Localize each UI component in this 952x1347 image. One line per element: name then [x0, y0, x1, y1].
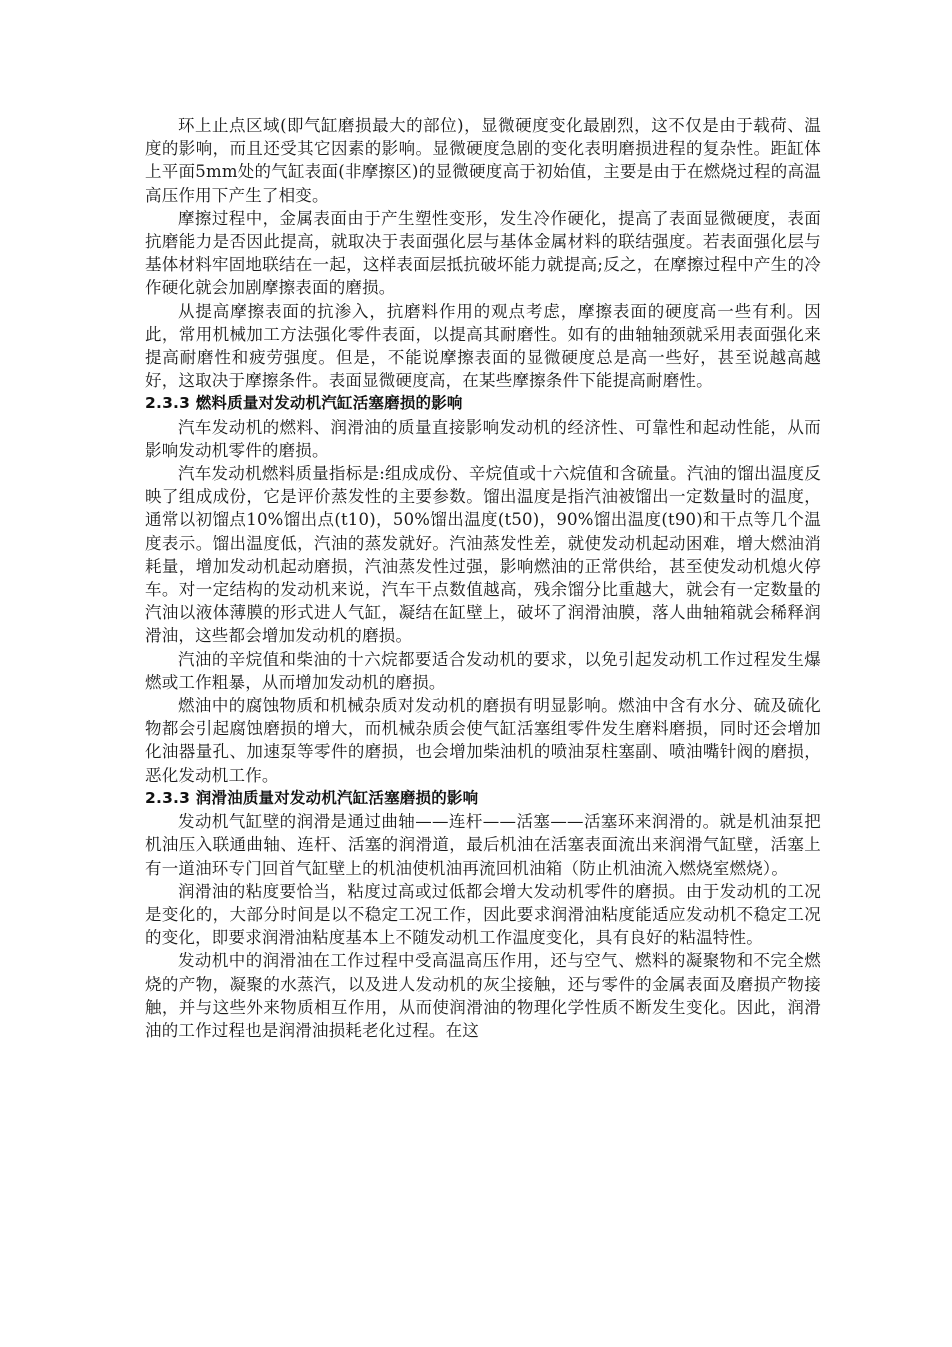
section-heading: 2.3.3 燃料质量对发动机汽缸活塞磨损的影响 [145, 394, 463, 413]
paragraph: 环上止点区域(即气缸磨损最大的部位)，显微硬度变化最剧烈，这不仅是由于载荷、温度的影响，而且还受其它因素的影响。显微硬度急剧的变化表明磨损进程的复杂性。距缸体上平面5mm处的气缸表面(非摩擦区)的显微硬度高于初始值，主要是由于在燃烧过程的高温高压作用下产生了相变。 [145, 116, 821, 205]
paragraph: 汽油的辛烷值和柴油的十六烷都要适合发动机的要求，以免引起发动机工作过程发生爆燃或工作粗暴，从而增加发动机的磨损。 [145, 649, 821, 692]
document-page [145, 114, 821, 1042]
section-heading: 2.3.3 润滑油质量对发动机汽缸活塞磨损的影响 [145, 788, 479, 807]
paragraph: 发动机中的润滑油在工作过程中受高温高压作用，还与空气、燃料的凝聚物和不完全燃烧的产物，凝聚的水蒸汽，以及进人发动机的灰尘接触，还与零件的金属表面及磨损产物接触，并与这些外来物质相互作用，从而使润滑油的物理化学性质不断发生变化。因此，润滑油的工作过程也是润滑油损耗老化过程。在这 [145, 951, 821, 1040]
paragraph: 汽车发动机的燃料、润滑油的质量直接影响发动机的经济性、可靠性和起动性能，从而影响发动机零件的磨损。 [145, 417, 821, 460]
paragraph: 燃油中的腐蚀物质和机械杂质对发动机的磨损有明显影响。燃油中含有水分、硫及硫化物都会引起腐蚀磨损的增大，而机械杂质会使气缸活塞组零件发生磨料磨损，同时还会增加化油器量孔、加速泵等零件的磨损，也会增加柴油机的喷油泵柱塞副、喷油嘴针阀的磨损，恶化发动机工作。 [145, 696, 821, 785]
paragraph: 润滑油的粘度要恰当，粘度过高或过低都会增大发动机零件的磨损。由于发动机的工况是变化的，大部分时间是以不稳定工况工作，因此要求润滑油粘度能适应发动机不稳定工况的变化，即要求润滑油粘度基本上不随发动机工作温度变化，具有良好的粘温特性。 [145, 881, 821, 948]
paragraph: 从提高摩擦表面的抗渗入，抗磨料作用的观点考虑，摩擦表面的硬度高一些有利。因此，常用机械加工方法强化零件表面，以提高其耐磨性。如有的曲轴轴颈就采用表面强化来提高耐磨性和疲劳强度。但是，不能说摩擦表面的显微硬度总是高一些好，甚至说越高越好，这取决于摩擦条件。表面显微硬度高，在某些摩擦条件下能提高耐磨性。 [145, 301, 821, 391]
paragraph: 汽车发动机燃料质量指标是:组成成份、辛烷值或十六烷值和含硫量。汽油的馏出温度反映了组成成份，它是评价蒸发性的主要参数。馏出温度是指汽油被馏出一定数量时的温度，通常以初馏点10%馏出点(t10)，50%馏出温度(t50)，90%馏出温度(t90)和干点等几个温度表示。馏出温度低，汽油的蒸发就好。汽油蒸发性差，就使发动机起动困难，增大燃油消耗量，增加发动机起动磨损，汽油蒸发性过强，影响燃油的正常供给，甚至使发动机熄火停车。对一定结构的发动机来说，汽车干点数值越高，残余馏分比重越大，就会有一定数量的汽油以液体薄膜的形式进人气缸，凝结在缸壁上，破坏了润滑油膜，落人曲轴箱就会稀释润滑油，这些都会增加发动机的磨损。 [145, 464, 821, 646]
paragraph: 发动机气缸壁的润滑是通过曲轴——连杆——活塞——活塞环来润滑的。就是机油泵把机油压入联通曲轴、连杆、活塞的润滑道，最后机油在活塞表面流出来润滑气缸壁，活塞上有一道油环专门回首气缸壁上的机油使机油再流回机油箱（防止机油流入燃烧室燃烧）。 [145, 812, 821, 878]
paragraph: 摩擦过程中，金属表面由于产生塑性变形，发生冷作硬化，提高了表面显微硬度，表面抗磨能力是否因此提高，就取决于表面强化层与基体金属材料的联结强度。若表面强化层与基体材料牢固地联结在一起，这样表面层抵抗破坏能力就提高;反之，在摩擦过程中产生的冷作硬化就会加剧摩擦表面的磨损。 [145, 208, 821, 298]
